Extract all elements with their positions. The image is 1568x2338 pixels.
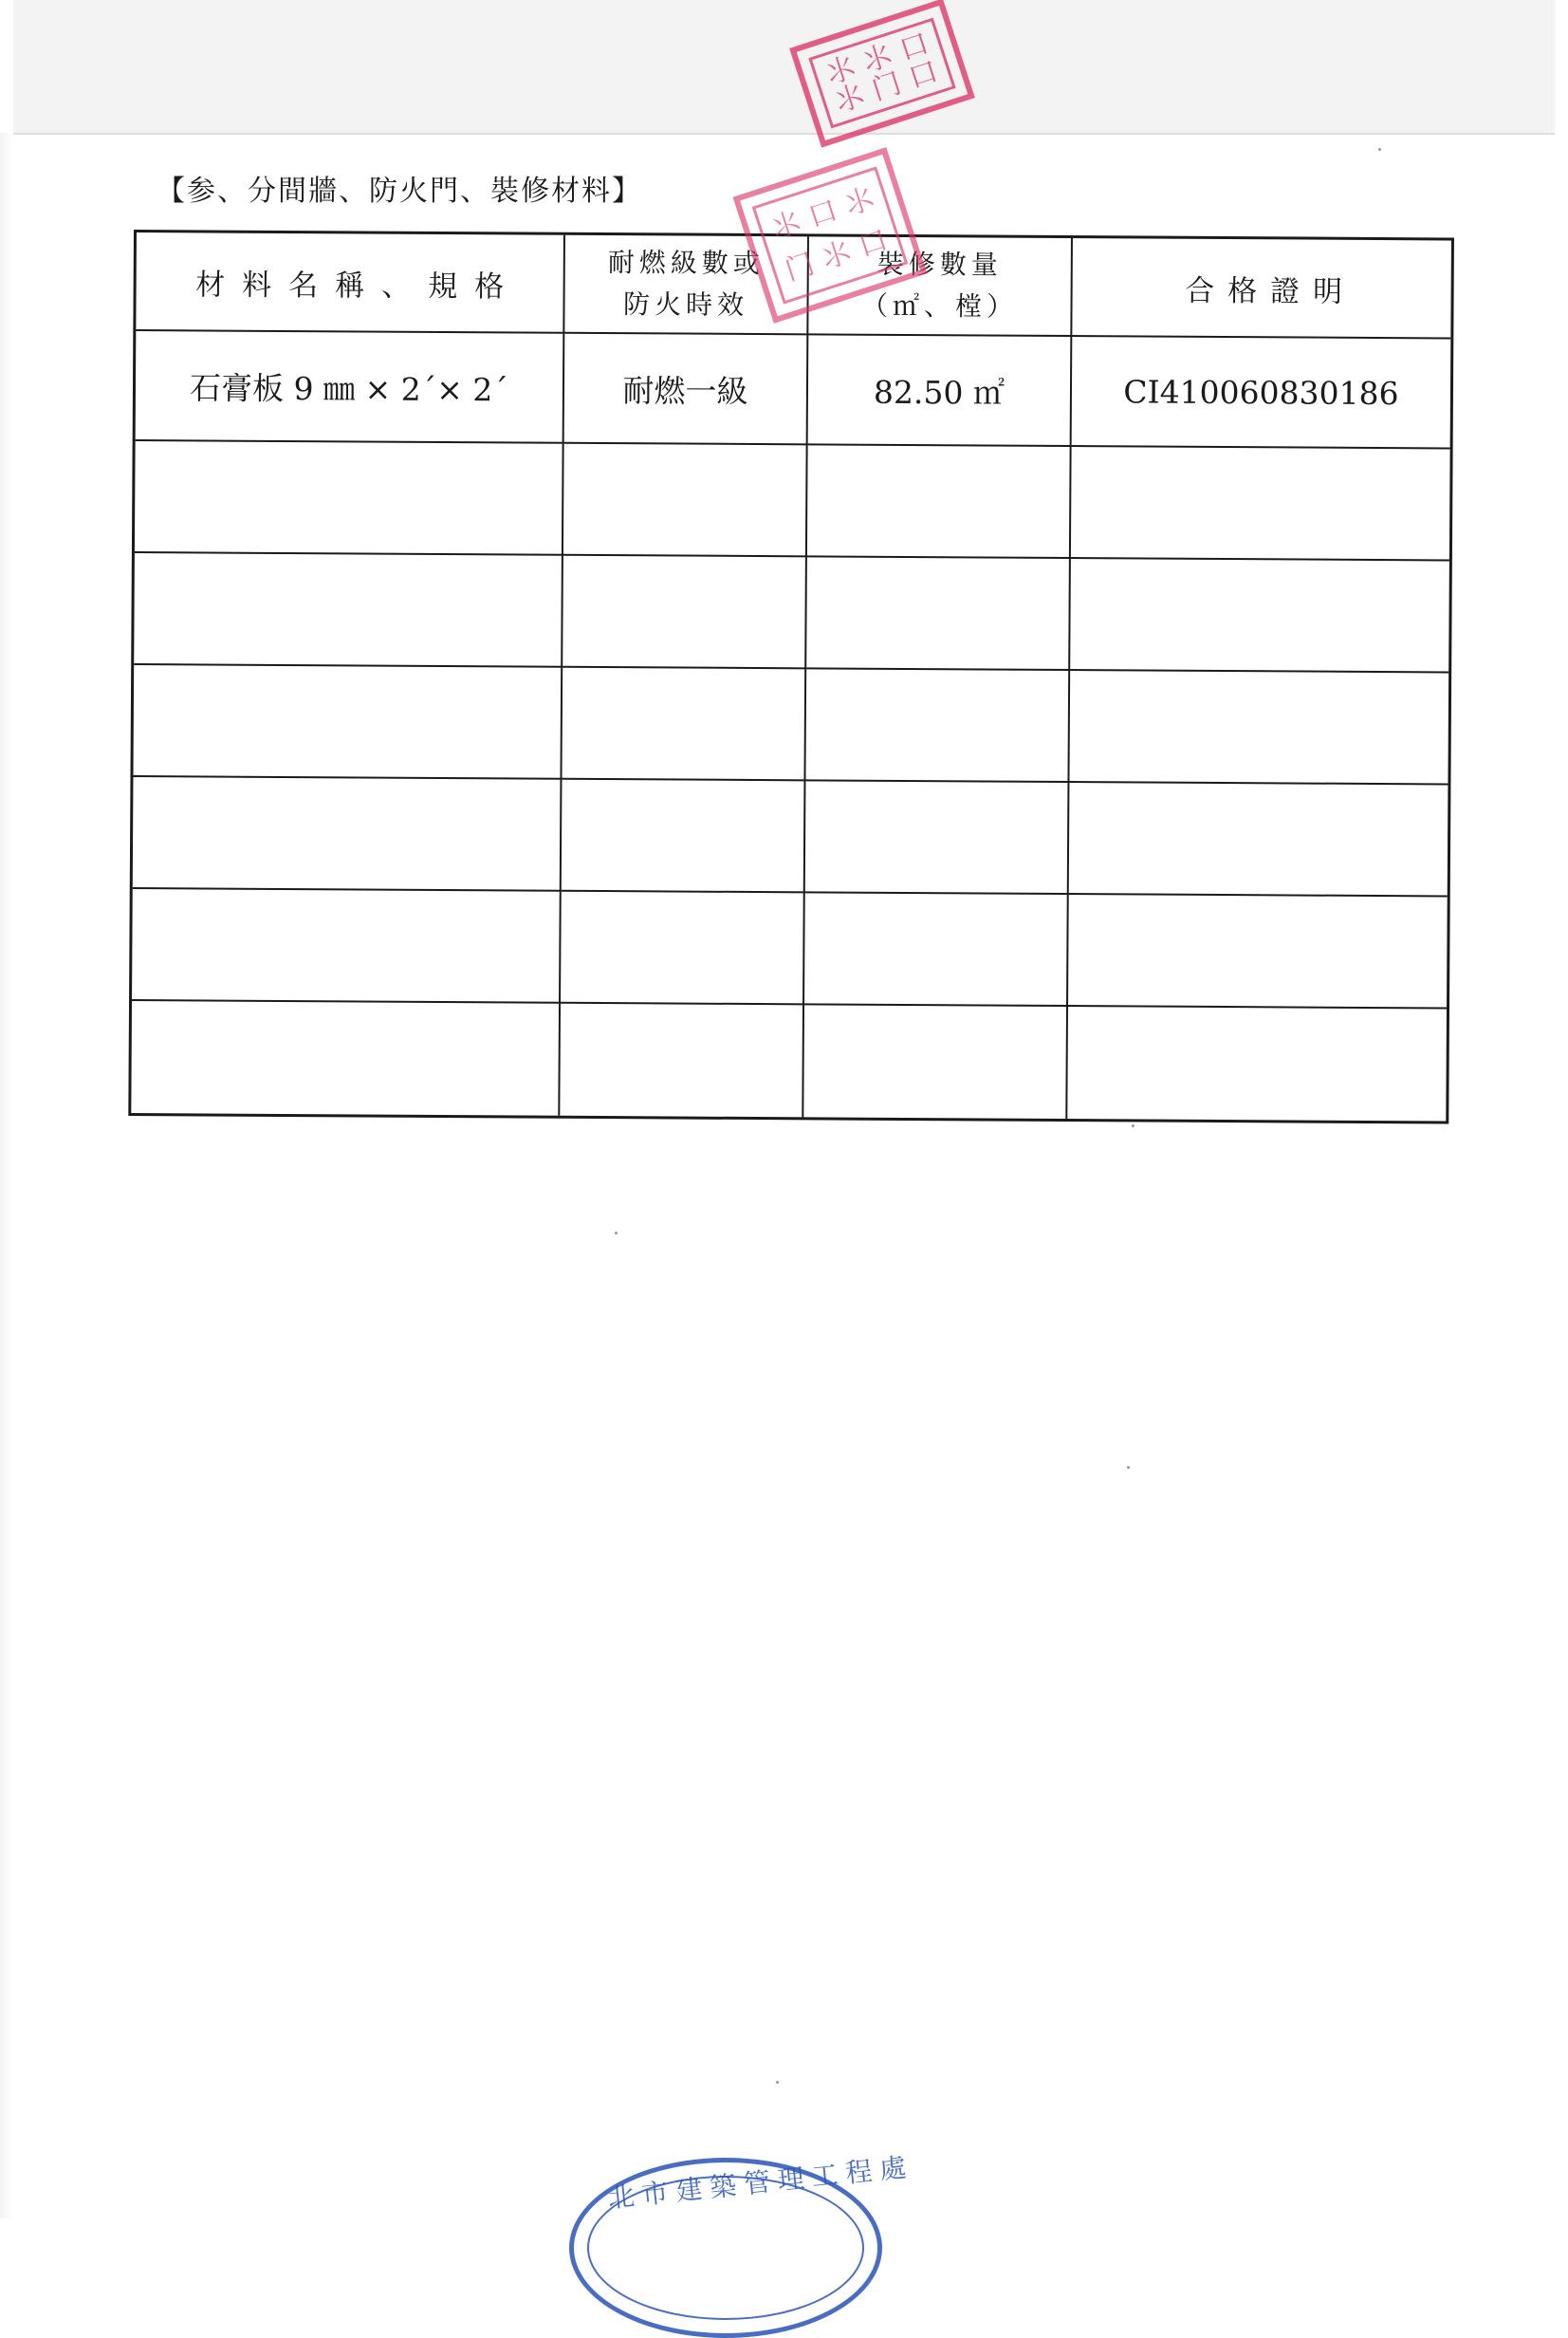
table-cell-certificate <box>1070 559 1449 673</box>
section-title: 【参、分間牆、防火門、裝修材料】 <box>157 175 642 208</box>
table-cell-fire-grade: 耐燃一級 <box>564 334 809 446</box>
table-cell-material <box>133 777 563 892</box>
header-fire-grade-line1: 耐燃級數或 <box>607 247 765 280</box>
table-cell-fire-grade <box>562 780 806 894</box>
table-cell-quantity <box>807 445 1072 559</box>
table-cell-material <box>131 1001 561 1116</box>
header-quantity-line1: 裝修數量 <box>876 248 1003 281</box>
table-cell-certificate <box>1068 895 1448 1009</box>
table-cell-fire-grade <box>562 668 806 782</box>
table-cell-quantity: 82.50 ㎡ <box>808 335 1073 447</box>
table-cell-certificate <box>1069 783 1448 897</box>
table-cell-material <box>132 889 562 1004</box>
table-cell-material <box>134 553 563 668</box>
table-cell-fire-grade <box>561 892 805 1006</box>
table-cell-quantity <box>805 781 1070 895</box>
table-cell-quantity <box>803 1005 1068 1119</box>
table-cell-material <box>135 441 564 556</box>
scan-speck <box>1132 1124 1134 1127</box>
table-cell-fire-grade <box>560 1004 804 1118</box>
red-seal-stamp-overlap: ⺢ 口 ⺢ 门 ⺢ 口 <box>733 147 928 324</box>
table-cell-certificate <box>1067 1007 1447 1121</box>
table-cell-material: 石膏板 9 ㎜ × 2´× 2´ <box>136 331 565 444</box>
scan-speck <box>1127 1466 1130 1469</box>
table-cell-certificate <box>1071 447 1450 561</box>
table-cell-fire-grade <box>563 556 807 670</box>
table-cell-material <box>133 665 563 780</box>
blue-seal-text: 北市建築管理工程處 <box>606 2150 915 2215</box>
materials-table <box>128 230 1454 1123</box>
table-cell-certificate: CI410060830186 <box>1072 337 1451 449</box>
red-seal-stamp: ⺢ ⺢ 口 ⺢ 门 口 <box>789 0 975 148</box>
header-certificate: 合格證明 <box>1072 238 1451 339</box>
table-cell-quantity <box>804 893 1069 1007</box>
previous-page-strip <box>13 0 1555 135</box>
header-quantity-line2: （㎡、樘） <box>860 289 1019 323</box>
table-cell-fire-grade <box>563 444 808 558</box>
header-material: 材料名稱、規格 <box>136 232 565 334</box>
scan-speck <box>615 1232 618 1234</box>
table-cell-quantity <box>806 557 1071 671</box>
scan-edge-shadow <box>0 133 13 2218</box>
scan-speck <box>776 2081 779 2084</box>
header-fire-grade-line2: 防火時效 <box>622 288 749 321</box>
table-cell-quantity <box>805 669 1070 783</box>
table-cell-certificate <box>1069 671 1448 785</box>
scan-speck <box>1378 148 1381 151</box>
